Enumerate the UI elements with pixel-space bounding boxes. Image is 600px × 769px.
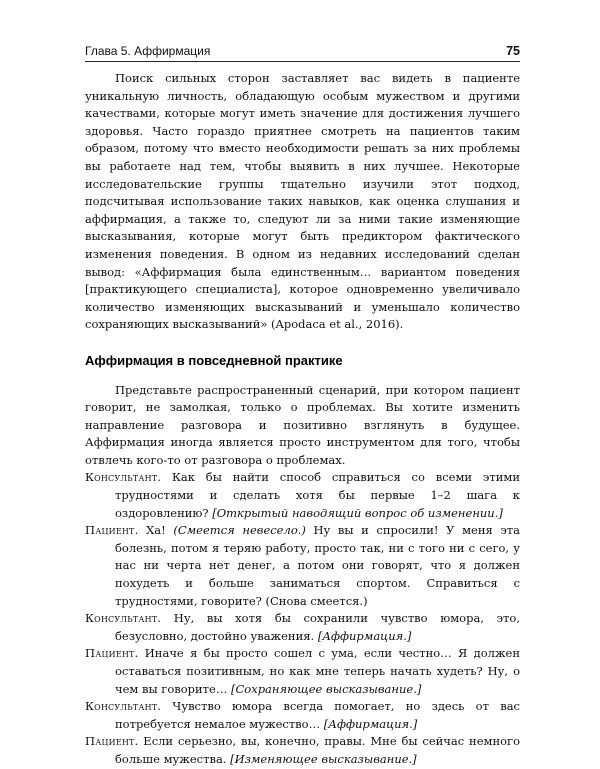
body-text <box>85 70 520 769</box>
dialogue-text: Если серьезно, вы, конечно, правы. Мне бы сейчас немного больше мужества. <box>115 734 520 766</box>
annotation-note: [Открытый наводящий вопрос об изменении.] <box>212 505 503 520</box>
speaker-label: Пациент. <box>85 646 139 661</box>
section-heading: Аффирмация в повседневной практике <box>85 352 343 368</box>
annotation-note: [Сохраняющее высказывание.] <box>231 681 422 696</box>
dialogue-text-continued: Ну вы и спросили! У меня эта болезнь, потом я теряю работу, просто так, ни с того ни с сего, у нас ни черта нет денег, а потом они говорят, что я должен похудеть и больше заниматься спортом. Справиться с трудностями, говорите? (Снова смеется.) <box>115 523 521 608</box>
annotation-note: (Смеется невесело.) <box>173 523 306 538</box>
dialogue-line <box>85 698 520 733</box>
speaker-label: Консультант. <box>85 699 162 714</box>
running-head <box>85 44 520 62</box>
header-rule <box>85 61 520 62</box>
dialogue-text: Ха! <box>138 523 174 538</box>
speaker-label: Консультант. <box>85 611 162 626</box>
dialogue-text: Ну, вы хотя бы сохранили чувство юмора, это, безусловно, достойно уважения. <box>115 611 520 643</box>
annotation-note: [Аффирмация.] <box>323 716 418 731</box>
dialogue-text: Как бы найти способ справиться со всеми этими трудностями и сделать хотя бы первые 1–2 шага к оздоровлению? <box>115 470 520 520</box>
page-number: 75 <box>506 44 520 58</box>
speaker-label: Консультант. <box>85 470 162 485</box>
speaker-label: Пациент. <box>85 523 139 538</box>
dialogue-text: Иначе я бы просто сошел с ума, если честно… Я должен оставаться позитивным, но как мне теперь начать худеть? Ну, о чем вы говорите… <box>115 646 520 696</box>
chapter-title: Глава 5. Аффирмация <box>85 44 211 58</box>
dialogue-text: Чувство юмора всегда помогает, но здесь от вас потребуется немалое мужество… <box>115 699 520 731</box>
dialogue-line <box>85 733 520 768</box>
dialogue-line <box>85 645 520 698</box>
paragraph: Представьте распространенный сценарий, при котором пациент говорит, не замолкая, только о проблемах. Вы хотите изменить направление разговора и позитивно взглянуть в будущее. Аффирмация иногда является просто инструментом для того, чтобы отвлечь кого-то от разговора о проблемах. <box>85 382 520 467</box>
speaker-label: Пациент. <box>85 734 139 749</box>
dialogue-line <box>85 469 520 522</box>
dialogue-line <box>85 610 520 645</box>
paragraph: Поиск сильных сторон заставляет вас видеть в пациенте уникальную личность, обладающую особым мужеством и другими качествами, которые могут иметь значение для достижения лучшего здоровья. Часто гораздо приятнее смотреть на пациентов таким образом, потому что вместо необходимости решать за них проблемы вы работаете над тем, чтобы выявить в них лучшее. Некоторые исследовательские группы тщательно изучили этот подход, подсчитывая использование таких навыков, как оценка слушания и аффирмация, а также то, следуют ли за ними такие изменяющие высказывания, которые могут быть предиктором фактического изменения поведения. В одном из недавних исследований сделан вывод: «Аффирмация была единственным… вариантом поведения [практикующего специалиста], которое одновременно увеличивало количество изменяющих высказываний и уменьшало количество сохраняющих высказываний» (Apodaca et al., 2016). <box>85 71 520 332</box>
annotation-note: [Изменяющее высказывание.] <box>230 751 417 766</box>
dialogue-line <box>85 522 520 610</box>
annotation-note: [Аффирмация.] <box>317 628 412 643</box>
